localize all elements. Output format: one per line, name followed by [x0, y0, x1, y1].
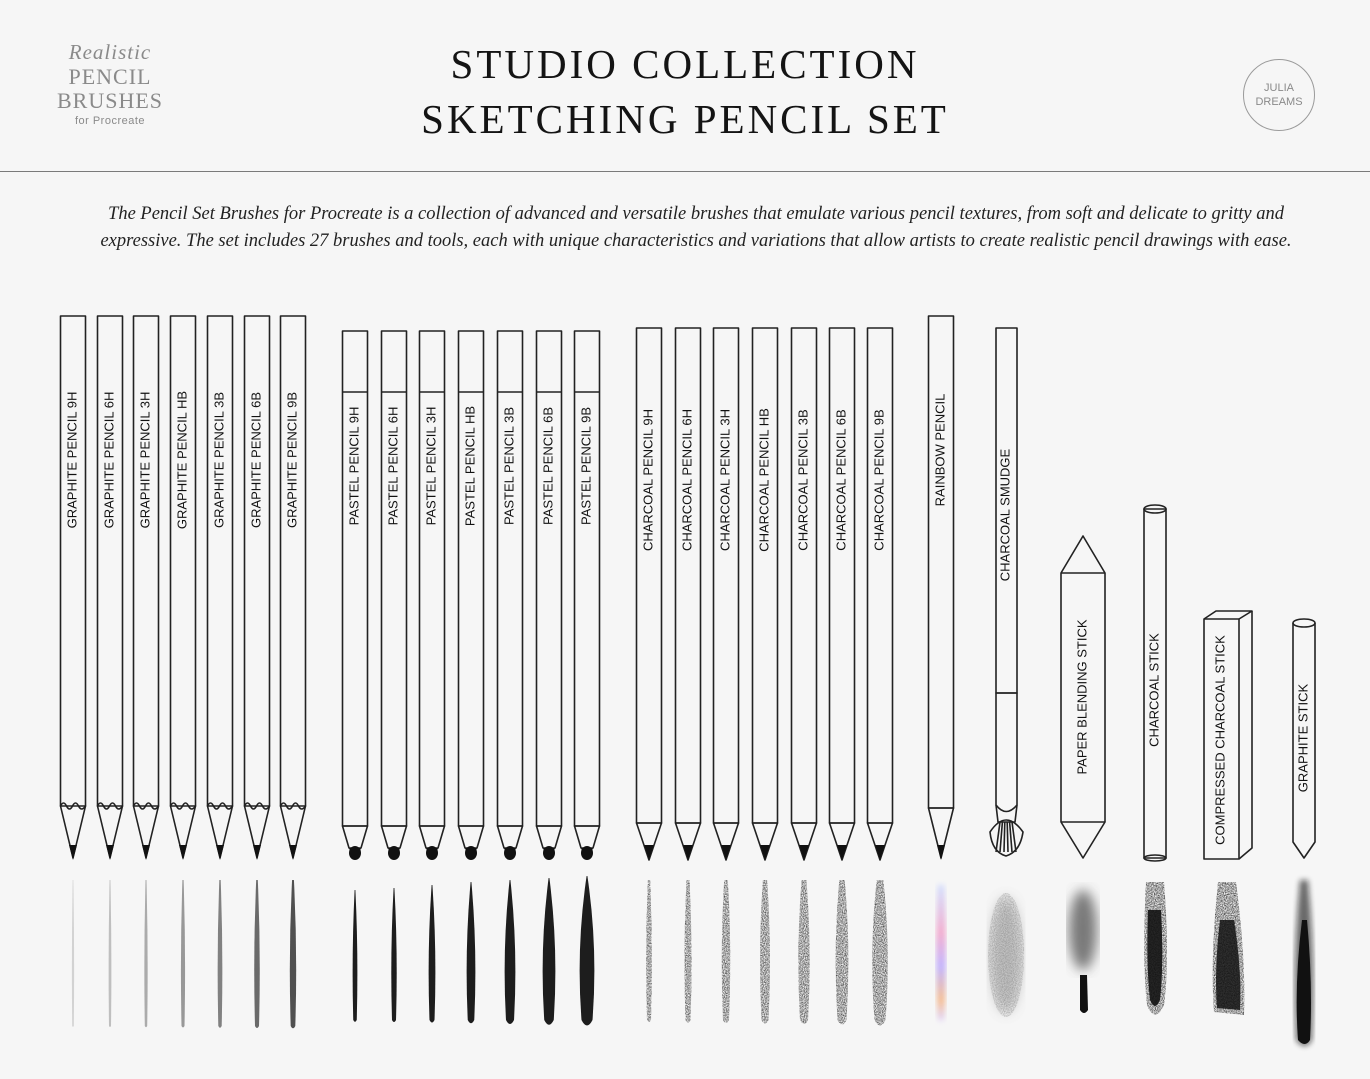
- tool-label: GRAPHITE STICK: [1295, 683, 1311, 793]
- graphite-stroke: [109, 880, 112, 1027]
- logo-line-1: Realistic: [68, 40, 152, 64]
- charcoal-stroke: [760, 880, 770, 1024]
- page-title-line-2: SKETCHING PENCIL SET: [421, 96, 949, 142]
- pastel-stroke: [391, 888, 396, 1022]
- paper-blending-stick: [1061, 536, 1105, 858]
- pencil-label: PASTEL PENCIL 6B: [540, 406, 556, 526]
- logo-line-4: for Procreate: [74, 115, 146, 127]
- pencil-label: CHARCOAL PENCIL 6B: [833, 409, 849, 551]
- pencil-label: PASTEL PENCIL 3B: [501, 406, 517, 526]
- blending-stroke: [1069, 890, 1097, 970]
- pastel-stroke: [505, 880, 516, 1024]
- compressed-charcoal-stick: [1204, 611, 1252, 859]
- pencil-label: GRAPHITE PENCIL 9H: [64, 391, 80, 529]
- logo-line-3: BRUSHES: [56, 88, 164, 113]
- pencil-label: PASTEL PENCIL 9H: [346, 406, 362, 526]
- graphite-stroke: [144, 880, 147, 1027]
- pencil-label: CHARCOAL PENCIL HB: [756, 408, 772, 552]
- graphite-pencil: [281, 316, 306, 860]
- badge-line-1: JULIA: [1264, 82, 1294, 94]
- charcoal-pencil: [792, 328, 817, 860]
- pastel-pencil: [382, 331, 407, 860]
- charcoal-stroke: [798, 880, 809, 1024]
- charcoal-pencil: [868, 328, 893, 860]
- charcoal-smudge-brush: [990, 328, 1023, 856]
- description: The Pencil Set Brushes for Procreate is a collection of advanced and versatile brushes that emulate various pencil textures, from soft and delicate to gritty and expressive. The set includes 27 brushes and tools, each with unique characteristics and variations that allow artists to create realistic pencil drawings with ease.: [100, 204, 1292, 251]
- rainbow-pencil: [929, 316, 954, 860]
- pastel-pencil: [459, 331, 484, 860]
- pencil-label: CHARCOAL PENCIL 6H: [679, 408, 695, 552]
- pencil-label: GRAPHITE PENCIL HB: [174, 390, 190, 530]
- graphite-stroke: [218, 880, 223, 1028]
- graphite-pencil: [134, 316, 159, 860]
- charcoal-pencil: [676, 328, 701, 860]
- graphite-pencil: [171, 316, 196, 860]
- blending-stroke-tip: [1080, 975, 1088, 1013]
- charcoal-stroke: [646, 880, 652, 1022]
- pencil-label: CHARCOAL PENCIL 3B: [795, 409, 811, 551]
- graphite-stroke: [290, 880, 296, 1028]
- pastel-stroke: [580, 876, 595, 1026]
- charcoal-stick-stroke-core: [1147, 910, 1162, 1006]
- pencil-label: CHARCOAL PENCIL 9B: [871, 409, 887, 551]
- graphite-pencil: [208, 316, 233, 860]
- graphite-pencil: [61, 316, 86, 860]
- pencil-label: GRAPHITE PENCIL 3H: [137, 391, 153, 529]
- charcoal-stroke: [836, 880, 849, 1025]
- pastel-stroke: [429, 885, 436, 1023]
- charcoal-pencil: [637, 328, 662, 860]
- charcoal-stroke: [872, 880, 888, 1026]
- pencil-label: PASTEL PENCIL 6H: [385, 406, 401, 526]
- tool-label: COMPRESSED CHARCOAL STICK: [1212, 635, 1228, 845]
- pencil-label: PASTEL PENCIL 3H: [423, 406, 439, 526]
- page-title-line-1: STUDIO COLLECTION: [450, 41, 920, 87]
- pencil-label: GRAPHITE PENCIL 9B: [284, 391, 300, 529]
- smudge-stroke-grain: [988, 893, 1024, 1017]
- charcoal-stroke: [684, 880, 691, 1023]
- graphite-pencil: [98, 316, 123, 860]
- graphite-stroke: [72, 880, 74, 1027]
- pencil-label: GRAPHITE PENCIL 3B: [211, 391, 227, 529]
- pastel-stroke: [543, 878, 556, 1025]
- pastel-stroke: [353, 890, 358, 1022]
- pastel-pencil: [537, 331, 562, 860]
- charcoal-pencil: [714, 328, 739, 860]
- pencil-label: CHARCOAL PENCIL 3H: [717, 408, 733, 552]
- graphite-stick: [1293, 619, 1315, 858]
- pencil-label: GRAPHITE PENCIL 6B: [248, 391, 264, 529]
- pencil-label: PASTEL PENCIL HB: [462, 405, 478, 527]
- pencil-label: PASTEL PENCIL 9B: [578, 406, 594, 526]
- rainbow-stroke: [936, 885, 946, 1021]
- charcoal-stick: [1144, 505, 1166, 861]
- pastel-stroke: [467, 882, 476, 1023]
- badge-line-2: DREAMS: [1255, 96, 1303, 108]
- pencil-label: GRAPHITE PENCIL 6H: [101, 391, 117, 529]
- tool-label: CHARCOAL STICK: [1146, 633, 1162, 747]
- charcoal-pencil: [753, 328, 778, 860]
- tool-label: PAPER BLENDING STICK: [1074, 619, 1090, 775]
- pastel-pencil: [420, 331, 445, 860]
- charcoal-pencil: [830, 328, 855, 860]
- tool-label: CHARCOAL SMUDGE: [997, 448, 1013, 582]
- pastel-pencil: [575, 331, 600, 860]
- pencil-label: CHARCOAL PENCIL 9H: [640, 408, 656, 552]
- tool-label: RAINBOW PENCIL: [932, 393, 948, 507]
- pastel-pencil: [343, 331, 368, 860]
- graphite-stroke: [254, 880, 260, 1028]
- graphite-pencil: [245, 316, 270, 860]
- graphite-stroke: [181, 880, 185, 1028]
- charcoal-stroke: [722, 880, 731, 1023]
- logo-line-2: PENCIL: [68, 64, 152, 89]
- pastel-pencil: [498, 331, 523, 860]
